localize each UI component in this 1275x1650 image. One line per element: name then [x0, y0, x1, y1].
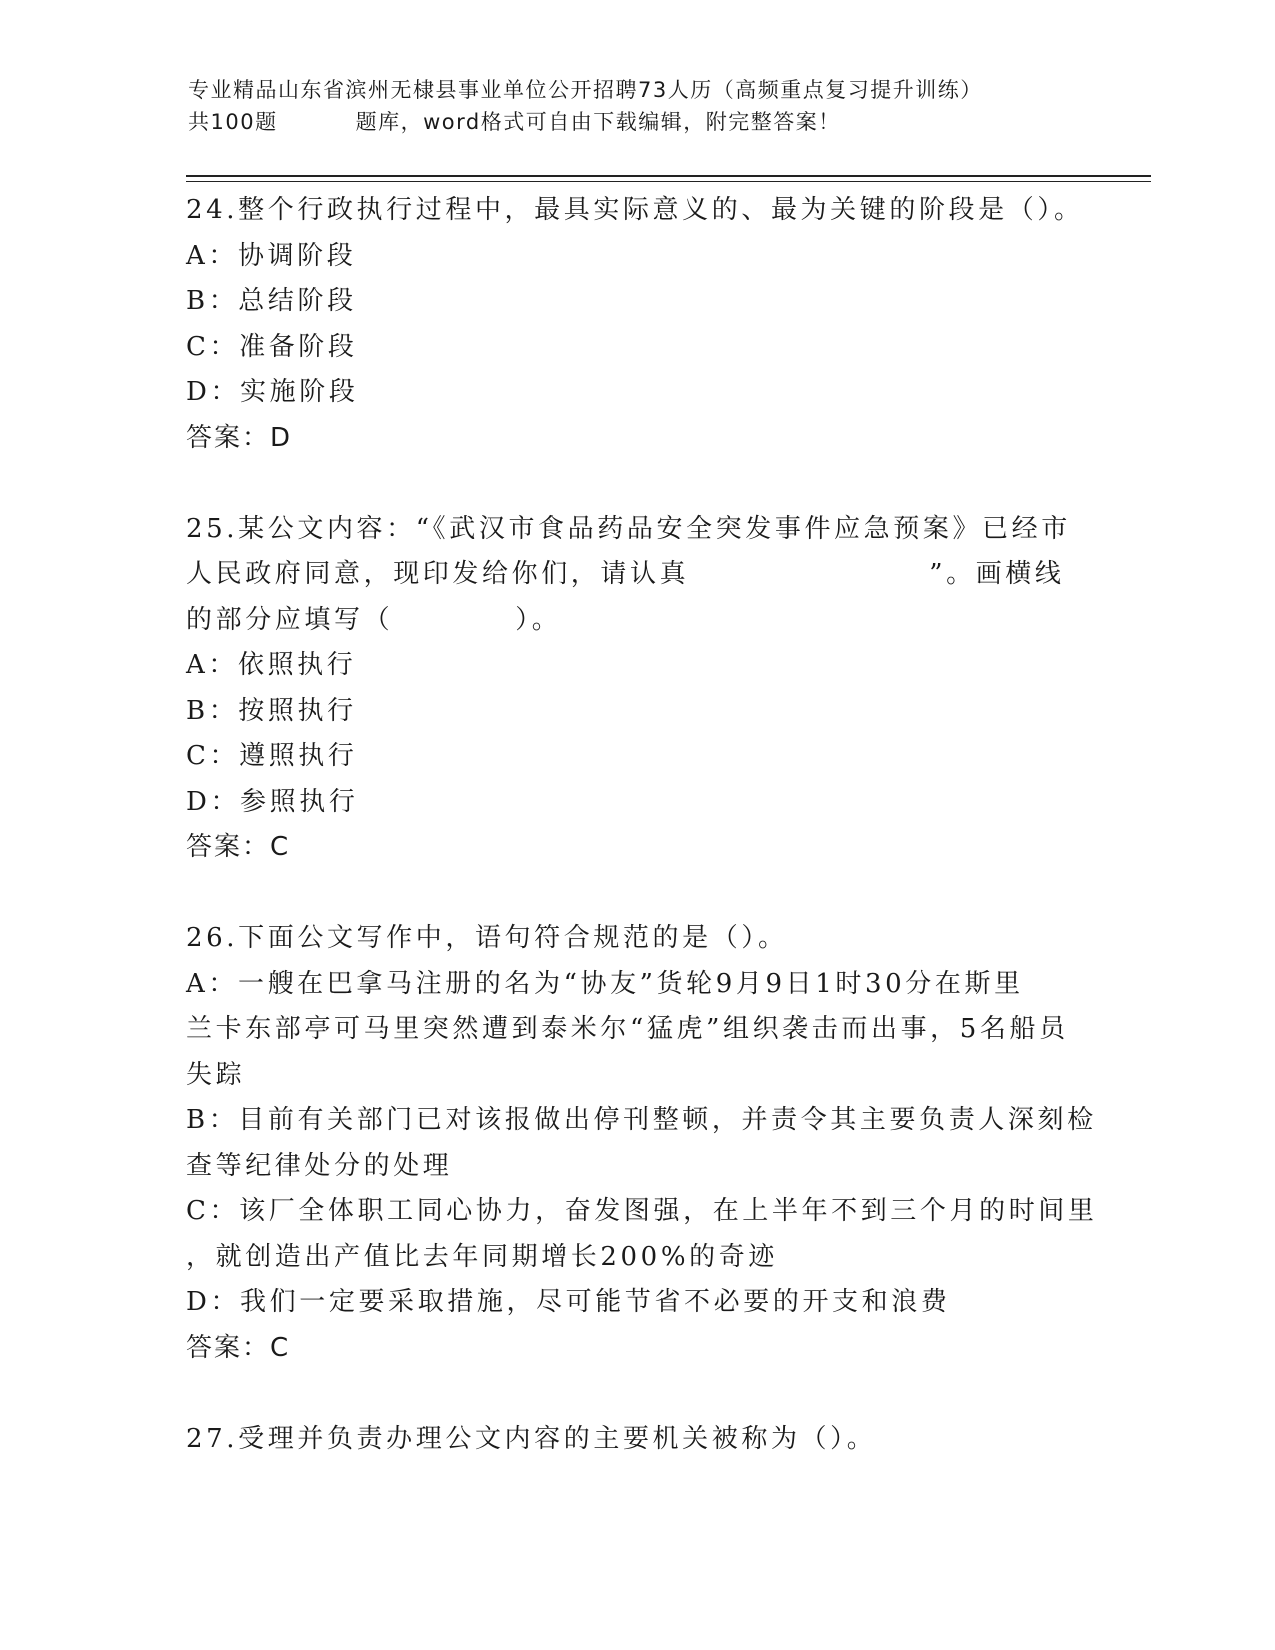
header-question-count: 共100题	[188, 110, 278, 134]
question-24	[186, 188, 1086, 461]
question-stem: 27.受理并负责办理公文内容的主要机关被称为（）。	[186, 1423, 877, 1454]
page-header	[188, 74, 1088, 138]
header-title-line: 专业精品山东省滨州无棣县事业单位公开招聘73人历（高频重点复习提升训练）	[188, 78, 983, 102]
stem-text: 人民政府同意，现印发给你们，请认真	[186, 559, 690, 589]
header-subtitle-line	[188, 106, 1088, 138]
question-25	[186, 507, 1086, 871]
option-a-continued: 兰卡东部亭可马里突然遭到泰米尔“猛虎”组织袭击而出事，5名船员	[186, 1014, 1069, 1044]
question-27	[186, 1417, 1086, 1463]
option-b: B：总结阶段	[186, 286, 357, 316]
option-c: C：该厂全体职工同心协力，奋发图强，在上半年不到三个月的时间里	[186, 1196, 1098, 1226]
question-stem-continued	[186, 552, 1086, 598]
answer-line: 答案：C	[186, 1332, 291, 1363]
option-b: B：按照执行	[186, 695, 357, 726]
header-description: 题库，word格式可自由下载编辑，附完整答案！	[355, 110, 841, 134]
option-d: D：参照执行	[186, 786, 359, 817]
option-a: A：一艘在巴拿马注册的名为“协友”货轮9月9日1时30分在斯里	[186, 968, 1024, 999]
option-b-continued: 查等纪律处分的处理	[186, 1150, 453, 1181]
option-a: A：依照执行	[186, 650, 357, 680]
option-a: A：协调阶段	[186, 240, 357, 271]
stem-text: ）。	[515, 604, 562, 635]
question-stem: 26.下面公文写作中，语句符合规范的是（）。	[186, 923, 788, 953]
question-26	[186, 916, 1098, 1371]
option-b: B：目前有关部门已对该报做出停刊整顿，并责令其主要负责人深刻检	[186, 1105, 1097, 1135]
question-stem: 24.整个行政执行过程中，最具实际意义的、最为关键的阶段是（）。	[186, 195, 1084, 225]
option-c-continued: ，就创造出产值比去年同期增长200%的奇迹	[186, 1241, 778, 1272]
question-stem: 25.某公文内容：“《武汉市食品药品安全突发事件应急预案》已经市	[186, 513, 1071, 544]
option-c: C：准备阶段	[186, 331, 358, 362]
question-stem-continued	[186, 598, 1086, 644]
header-divider-thick	[186, 175, 1151, 177]
stem-text: ”。画横线	[929, 559, 1065, 589]
option-c: C：遵照执行	[186, 741, 358, 771]
option-a-continued: 失踪	[186, 1059, 246, 1090]
option-d: D：实施阶段	[186, 377, 359, 407]
option-d: D：我们一定要采取措施，尽可能节省不必要的开支和浪费	[186, 1287, 951, 1317]
header-divider-thin	[186, 181, 1151, 182]
question-list	[186, 188, 1098, 1462]
answer-line: 答案：D	[186, 422, 293, 453]
answer-line: 答案：C	[186, 832, 291, 862]
stem-text: 的部分应填写（	[186, 604, 394, 635]
